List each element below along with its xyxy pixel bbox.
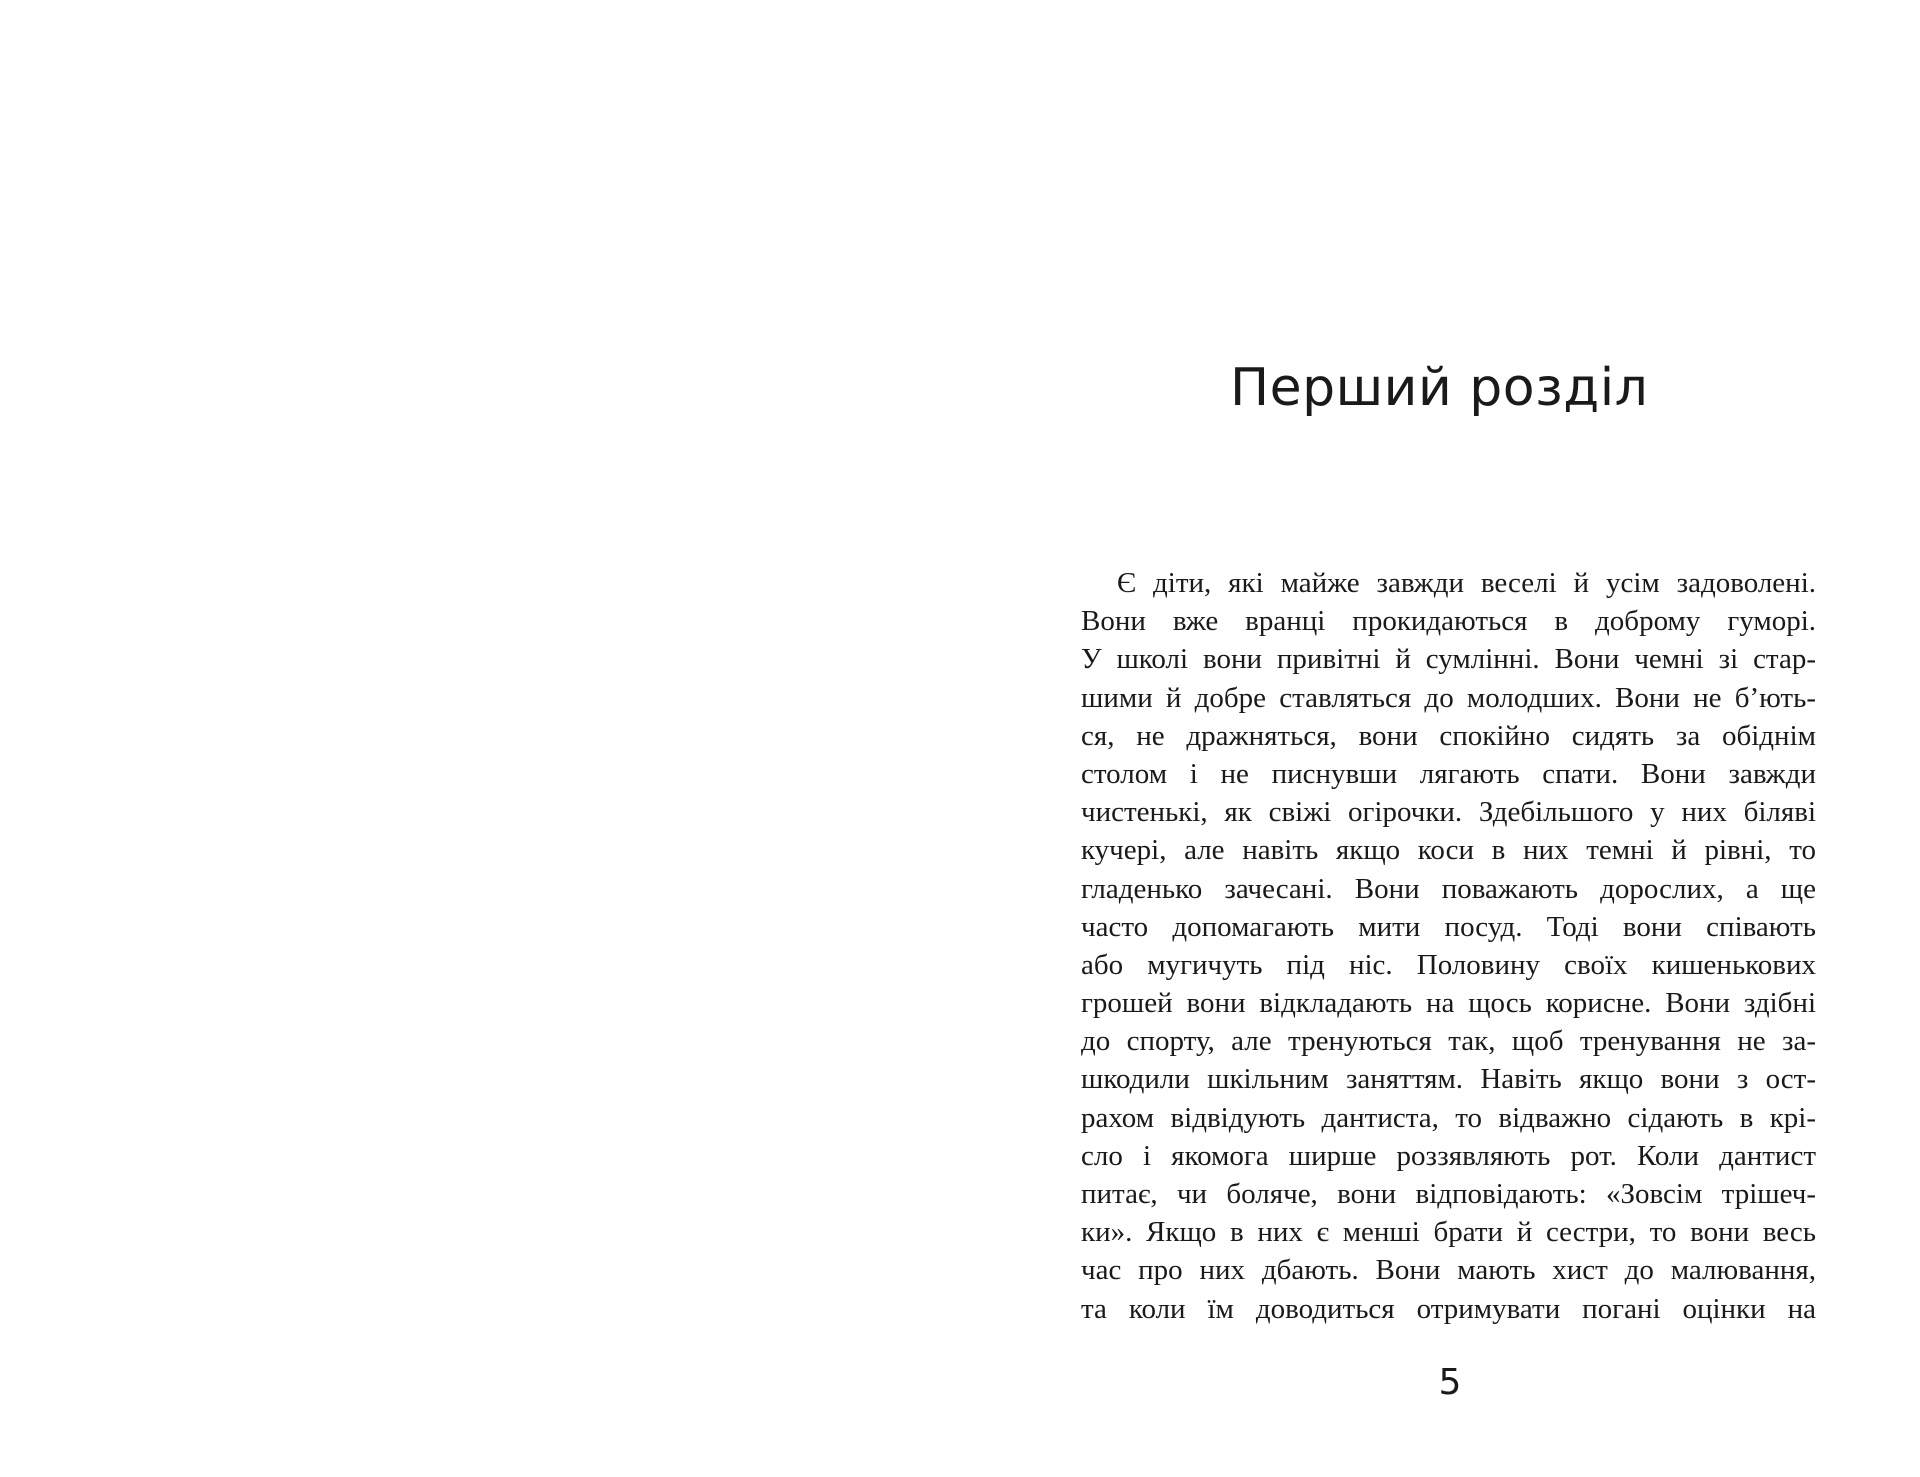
- body-line: столом і не писнувши лягають спати. Вони завжди: [1081, 757, 1816, 790]
- body-line: до спорту, але тренуються так, щоб тренування не за-: [1081, 1025, 1816, 1058]
- body-text: [1081, 564, 1816, 1328]
- body-line: питає, чи боляче, вони відповідають: «Зовсім трішеч-: [1081, 1178, 1816, 1210]
- body-line: гладенько зачесані. Вони поважають дорослих, а ще: [1081, 872, 1816, 905]
- body-line: ки». Якщо в них є менші брати й сестри, то вони весь: [1081, 1216, 1816, 1249]
- body-line: чистенькі, як свіжі огірочки. Здебільшого у них біляві: [1081, 796, 1816, 829]
- body-line: та коли їм доводиться отримувати погані оцінки на: [1081, 1292, 1816, 1325]
- body-line: кучері, але навіть якщо коси в них темні й рівні, то: [1081, 834, 1816, 867]
- body-line: час про них дбають. Вони мають хист до малювання,: [1081, 1254, 1816, 1287]
- body-line: грошей вони відкладають на щось корисне. Вони здібні: [1081, 987, 1816, 1020]
- page-number: 5: [1438, 1362, 1462, 1403]
- body-line: Вони вже вранці прокидаються в доброму гуморі.: [1081, 605, 1816, 638]
- body-line: або мугичуть під ніс. Половину своїх кишенькових: [1081, 948, 1816, 981]
- body-line: шими й добре ставляться до молодших. Вони не б’ють-: [1081, 681, 1816, 714]
- body-line: шкодили шкільним заняттям. Навіть якщо вони з ост-: [1081, 1063, 1816, 1096]
- body-line: рахом відвідують дантиста, то відважно сідають в крі-: [1081, 1101, 1816, 1134]
- body-line: часто допомагають мити посуд. Тоді вони співають: [1081, 910, 1816, 943]
- body-line: ся, не дражняться, вони спокійно сидять за обіднім: [1081, 719, 1816, 752]
- body-line: сло і якомога ширше роззявляють рот. Коли дантист: [1081, 1139, 1816, 1172]
- body-line: Є діти, які майже завжди веселі й усім задоволені.: [1117, 567, 1816, 599]
- body-line: У школі вони привітні й сумлінні. Вони чемні зі стар-: [1081, 643, 1816, 676]
- chapter-title: Перший розділ: [1230, 358, 1649, 418]
